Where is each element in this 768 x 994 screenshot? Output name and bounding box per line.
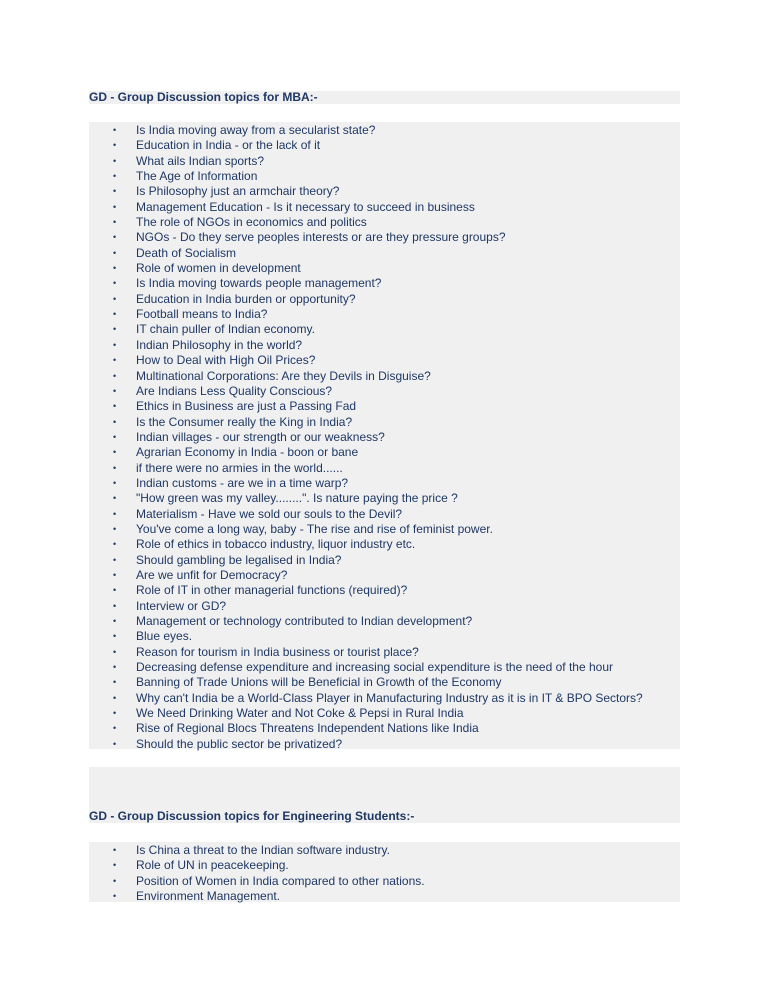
topic-list-item: • Education in India - or the lack of it: [110, 138, 680, 153]
topic-list-item: • if there were no armies in the world......: [110, 461, 680, 476]
topic-list-item: • Role of ethics in tobacco industry, liquor industry etc.: [110, 537, 680, 552]
topic-list-item: • Is India moving away from a secularist state?: [110, 123, 680, 138]
engineering-section-heading: GD - Group Discussion topics for Engineering Students:-: [89, 809, 415, 823]
topic-list-item: • Ethics in Business are just a Passing Fad: [110, 399, 680, 414]
topic-list-item: • Are we unfit for Democracy?: [110, 568, 680, 583]
topic-list-item: • Role of UN in peacekeeping.: [110, 858, 680, 873]
topic-list-item: • IT chain puller of Indian economy.: [110, 322, 680, 337]
topic-list-item: • Death of Socialism: [110, 246, 680, 261]
topic-list-item: • The Age of Information: [110, 169, 680, 184]
topic-list-item: • Why can't India be a World-Class Player in Manufacturing Industry as it is in IT & BPO Sectors?: [110, 691, 680, 706]
mba-section-heading: GD - Group Discussion topics for MBA:-: [89, 90, 318, 104]
topic-list-item: • Is Philosophy just an armchair theory?: [110, 184, 680, 199]
topic-list-item: • Interview or GD?: [110, 599, 680, 614]
topic-list-item: • Is the Consumer really the King in India?: [110, 415, 680, 430]
topic-list-item: • You've come a long way, baby - The rise and rise of feminist power.: [110, 522, 680, 537]
topic-list-item: • Indian villages - our strength or our weakness?: [110, 430, 680, 445]
topic-list-item: • Materialism - Have we sold our souls to the Devil?: [110, 507, 680, 522]
topic-list-item: • Is China a threat to the Indian software industry.: [110, 843, 680, 858]
topic-list-item: • Management Education - Is it necessary to succeed in business: [110, 200, 680, 215]
topic-list-item: • Environment Management.: [110, 889, 680, 904]
topic-list-item: • Football means to India?: [110, 307, 680, 322]
topic-list-item: • Is India moving towards people management?: [110, 276, 680, 291]
topic-list-item: • The role of NGOs in economics and politics: [110, 215, 680, 230]
topic-list-item: • "How green was my valley........". Is nature paying the price ?: [110, 491, 680, 506]
topic-list-item: • Education in India burden or opportunity?: [110, 292, 680, 307]
topic-list-item: • Blue eyes.: [110, 629, 680, 644]
topic-list-item: • NGOs - Do they serve peoples interests or are they pressure groups?: [110, 230, 680, 245]
topic-list-item: • Rise of Regional Blocs Threatens Independent Nations like India: [110, 721, 680, 736]
topic-list-item: • Indian Philosophy in the world?: [110, 338, 680, 353]
mba-topic-list: [110, 123, 680, 752]
topic-list-item: • We Need Drinking Water and Not Coke & Pepsi in Rural India: [110, 706, 680, 721]
topic-list-item: • Multinational Corporations: Are they Devils in Disguise?: [110, 369, 680, 384]
topic-list-item: • Indian customs - are we in a time warp?: [110, 476, 680, 491]
topic-list-item: • Position of Women in India compared to other nations.: [110, 874, 680, 889]
topic-list-item: • Reason for tourism in India business or tourist place?: [110, 645, 680, 660]
topic-list-item: • What ails Indian sports?: [110, 154, 680, 169]
topic-list-item: • Should the public sector be privatized?: [110, 737, 680, 752]
topic-list-item: • Management or technology contributed to Indian development?: [110, 614, 680, 629]
topic-list-item: • Decreasing defense expenditure and increasing social expenditure is the need of the hour: [110, 660, 680, 675]
topic-list-item: • Are Indians Less Quality Conscious?: [110, 384, 680, 399]
topic-list-item: • Role of women in development: [110, 261, 680, 276]
topic-list-item: • Should gambling be legalised in India?: [110, 553, 680, 568]
topic-list-item: • Banning of Trade Unions will be Beneficial in Growth of the Economy: [110, 675, 680, 690]
topic-list-item: • Agrarian Economy in India - boon or bane: [110, 445, 680, 460]
topic-list-item: • How to Deal with High Oil Prices?: [110, 353, 680, 368]
engineering-topic-list: [110, 843, 680, 904]
topic-list-item: • Role of IT in other managerial functions (required)?: [110, 583, 680, 598]
